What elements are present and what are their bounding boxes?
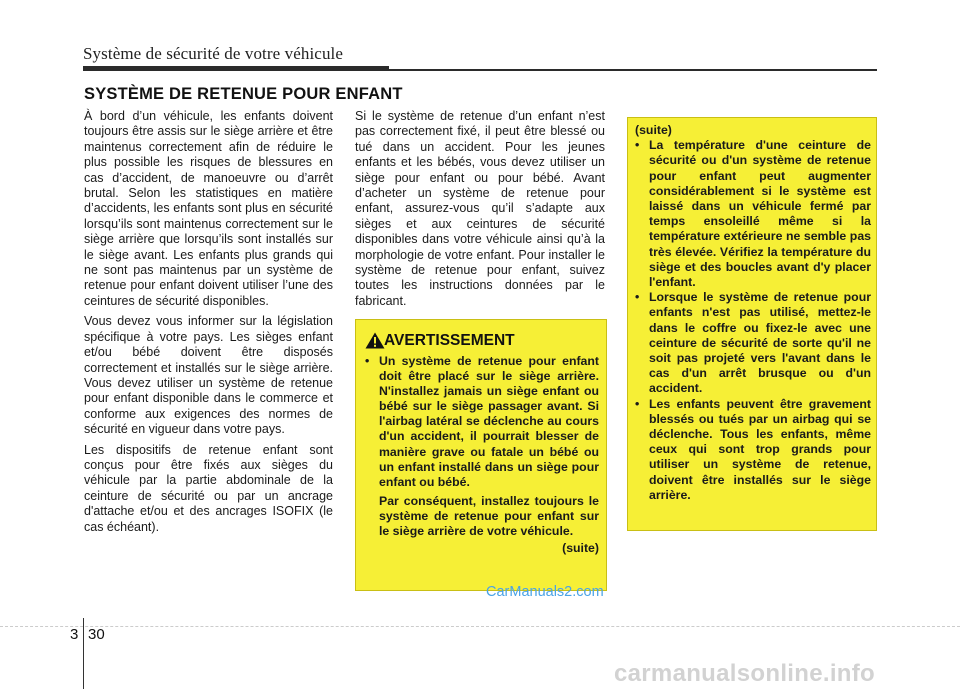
continuation-item-text: La température d'une ceinture de sécurité ou d'un système de retenue pour enfant peut augmenter considérablement si le système est laissé dans un véhicule fermé par temps ensoleillé même si la température extérieure ne semble pas très élevée. Vérifiez la température du siège et des boucles avant d'y placer l'enfant. [649,138,871,290]
warning-title: AVERTISSEMENT [384,332,515,349]
bullet: • [635,396,640,411]
paragraph: Vous devez vous informer sur la législation spécifique à votre pays. Les sièges enfant et/ou bébé doivent être disposés correctement et installés sur le siège arrière. Vous devez utiliser un système de retenue pour enfant disponible dans le commerce et conforme aux exigences des normes de sécurité en vigueur dans votre pays. [84,314,333,437]
bullet: • [365,354,370,368]
continuation-item [635,290,871,396]
watermark-link[interactable]: CarManuals2.com [486,584,604,600]
chapter-title: Système de sécurité de votre véhicule [83,44,344,63]
bullet: • [635,290,640,305]
paragraph: Les dispositifs de retenue enfant sont conçus pour être fixés aux sièges du véhicule par la partie abdominale de la ceinture de sécurité ou par un ancrage d'attache et/ou et des ancrages ISOFIX (le cas échéant). [84,442,333,534]
warning-item-text: Un système de retenue pour enfant doit être placé sur le siège arrière. N'installez jamais un siège enfant ou bébé sur le siège passager avant. Si l'airbag latéral se déclenche au cours d'un accident, il pourrait blesser de manière grave ou fatale un bébé ou un enfant installé dans un siège pour enfant ou bébé. [379,354,599,489]
continuation-item [635,397,871,503]
header-rule-thin [389,69,877,71]
body-column-left [84,109,333,540]
footer-divider [83,618,84,689]
section-title: SYSTÈME DE RETENUE POUR ENFANT [84,85,403,103]
continuation-item-text: Les enfants peuvent être gravement blessés ou tués par un airbag qui se déclenche. Tous les enfants, même ceux qui sont trop grands pour utiliser un système de retenue, doivent être installés sur le siège arrière. [649,396,871,502]
page-number: 30 [88,626,105,643]
footer-site-watermark: carmanualsonline.info [614,660,876,687]
suite-label: (suite) [562,541,599,556]
paragraph: À bord d’un véhicule, les enfants doivent toujours être assis sur le siège arrière et être maintenus correctement afin de réduire le plus possible les risques de blessures en cas d’accident, de manoeuvre ou d’arrêt brutal. Selon les statistiques en matière d’accidents, les enfants sont plus en sécurité lorsqu’ils sont maintenus correctement sur le siège arrière que lorsqu’ils sont installés sur le siège avant. Les enfants plus grands qui ne sont pas maintenus par un système de retenue pour enfant doivent utiliser l’une des ceintures de sécurité disponibles. [84,109,333,308]
footer-dashed-rule [0,626,960,627]
chapter-number: 3 [70,626,79,643]
continuation-item-text: Lorsque le système de retenue pour enfants n'est pas utilisé, mettez-le dans le coffre ou fixez-le avec une ceinture de sécurité de sorte qu'il ne soit pas projeté vers l'avant dans le cas d'un arrêt brusque ou d'un accident. [649,290,871,396]
warning-body [365,354,599,556]
warning-followup: Par conséquent, installez toujours le système de retenue pour enfant sur le siège arrière de votre véhicule. [379,493,599,539]
warning-triangle-icon [365,332,385,349]
warning-box [355,319,607,591]
continuation-box [627,117,877,531]
continuation-body [635,123,871,503]
continuation-item [635,138,871,290]
header-rule [83,66,389,71]
warning-item [365,354,599,490]
bullet: • [635,138,640,153]
suite-label: (suite) [635,123,672,137]
body-column-middle [355,109,605,314]
paragraph: Si le système de retenue d’un enfant n’est pas correctement fixé, il peut être blessé ou tué dans un accident. Pour les jeunes enfants et les bébés, vous devez utiliser un siège pour enfant ou pour bébé. Avant d’acheter un système de retenue pour enfant, assurez-vous qu’il s’adapte aux sièges et aux ceintures de sécurité disponibles dans votre véhicule ainsi qu’à la morphologie de votre enfant. Pour installer le système de retenue pour enfant, suivez toutes les instructions données par le fabricant. [355,109,605,308]
